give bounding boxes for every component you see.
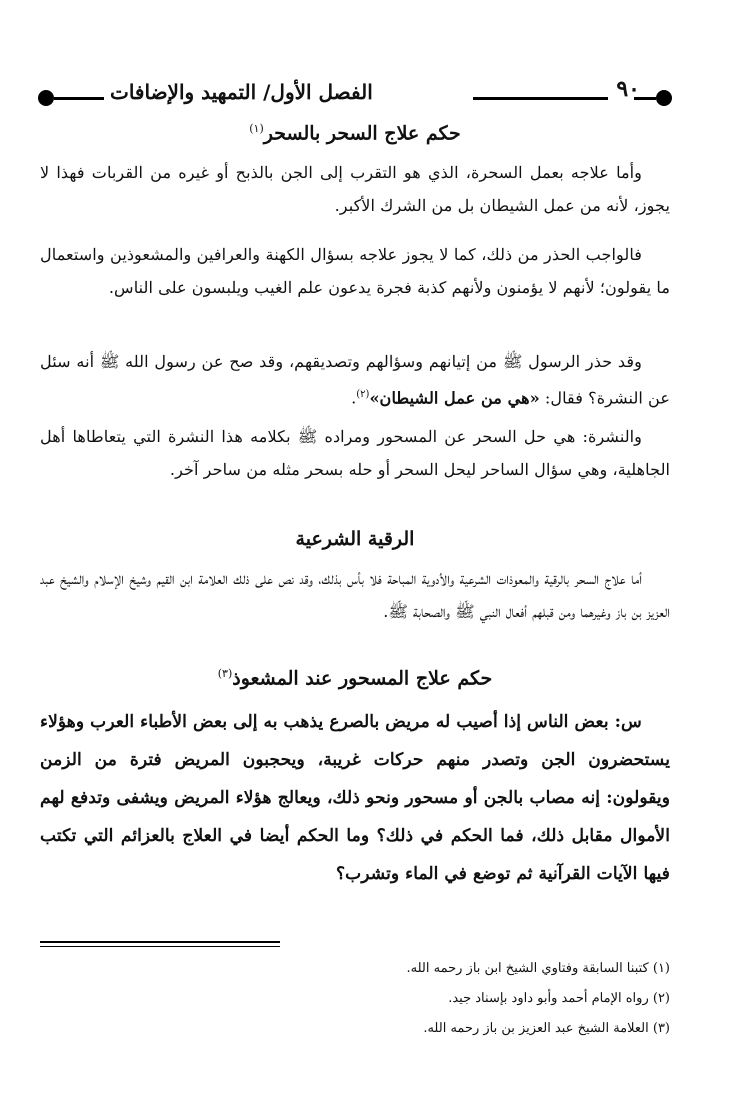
question-paragraph: س: بعض الناس إذا أصيب له مريض بالصرع يذهب به إلى بعض الأطباء العرب وهؤلاء يستحضرون الجن وتصدر منهم حركات غريبة، ويحجبون المريض فترة من الزمن ويقولون: إنه مصاب بالجن أو مسحور ونحو ذلك، ويعالج هؤلاء المريض ويشفى وتدفع لهم الأموال مقابل ذلك، فما الحكم في ذلك؟ وما الحكم أيضا في العلاج بالعزائم التي تكتب فيها الآيات القرآنية ثم توضع في الماء وتشرب؟ xyxy=(40,712,670,884)
paragraph-nushra-hadith: وقد حذر الرسول ﷺ من إتيانهم وسؤالهم وتصديقهم، وقد صح عن رسول الله ﷺ أنه سئل عن النشرة؟ فقال: «هي من عمل الشيطان»$^{(٢)}$. xyxy=(40,352,670,408)
footnotes xyxy=(40,958,670,1048)
paragraph-ruqya: أما علاج السحر بالرقية والمعوذات الشرعية والأدوية المباحة فلا بأس بذلك، وقد نص على ذلك العلامة ابن القيم وشيخ الإسلام والشيخ عبد العزيز بن باز وغيرهما ومن قبلهم أفعال النبي ﷺ والصحابة ﷺ. xyxy=(40,569,670,621)
section-heading-charlatan: حكم علاج المسحور عند المشعوذ$^{(٣)}$ xyxy=(217,667,493,690)
running-header xyxy=(40,72,670,122)
page-number: ٩٠ xyxy=(616,76,640,102)
header-rule-middle xyxy=(473,97,608,100)
section-heading-sorcery-by-sorcery: حكم علاج السحر بالسحر$^{(١)}$ xyxy=(249,122,461,145)
hadith-quote: «هي من عمل الشيطان» xyxy=(369,388,540,408)
header-left-dot xyxy=(38,90,54,106)
chapter-title: الفصل الأول/ التمهيد والإضافات xyxy=(110,80,373,104)
footnote-1: (١) كتبنا السابقة وفتاوي الشيخ ابن باز رحمه الله. xyxy=(406,961,670,976)
header-rule-left xyxy=(54,97,104,100)
footnote-2: (٢) رواه الإمام أحمد وأبو داود بإسناد جيد. xyxy=(448,991,670,1006)
footnote-rule-thin xyxy=(40,946,280,947)
paragraph-warning-fortune-tellers: فالواجب الحذر من ذلك، كما لا يجوز علاجه بسؤال الكهنة والعرافين والمشعوذين واستعمال ما يقولون؛ لأنهم لا يؤمنون ولأنهم كذبة فجرة يدعون علم الغيب ويلبسون على الناس. xyxy=(40,245,670,297)
book-page xyxy=(40,0,670,1102)
footnote-ref-3: (٣) xyxy=(217,667,233,680)
footnote-ref-1: (١) xyxy=(249,122,264,135)
footnote-rule xyxy=(40,941,280,943)
paragraph-nushra-definition: والنشرة: هي حل السحر عن المسحور ومراده ﷺ بكلامه هذا النشرة التي يتعاطاها أهل الجاهلية، وهي سؤال الساحر ليحل السحر أو حله بسحر مثله من ساحر آخر. xyxy=(40,427,670,479)
footnote-ref-2: (٢) xyxy=(356,389,370,400)
section-heading-ruqya: الرقية الشرعية xyxy=(295,528,415,550)
header-right-dot xyxy=(656,90,672,106)
paragraph-sorcerers-treatment: وأما علاجه بعمل السحرة، الذي هو التقرب إلى الجن بالذبح أو غيره من القربات فهذا لا يجوز، لأنه من عمل الشيطان بل من الشرك الأكبر. xyxy=(40,163,670,215)
footnote-3: (٣) العلامة الشيخ عبد العزيز بن باز رحمه الله. xyxy=(423,1021,670,1036)
